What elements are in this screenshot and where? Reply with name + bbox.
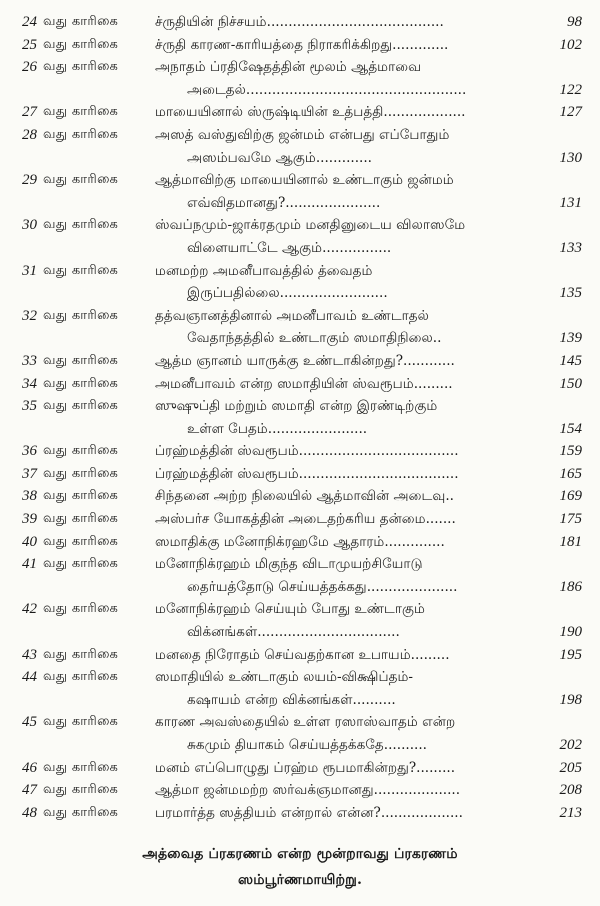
entry-title: ச்ருதி காரண-காரியத்தை நிராகரிக்கிறது............. bbox=[155, 36, 449, 53]
chapter-completion-line-2: ஸம்பூர்ணமாயிற்று. bbox=[238, 872, 362, 888]
entry-title: ஸ்வப்நமும்-ஜாக்ரதமும் மனதினுடைய விலாஸமே bbox=[155, 217, 466, 234]
entry-number: 43 bbox=[22, 646, 37, 663]
entry-number: 32 bbox=[22, 307, 37, 324]
entry-title-continued: விளையாட்டே ஆகும்................ bbox=[187, 239, 392, 256]
toc-entry bbox=[22, 373, 582, 396]
entry-title: ஸமாதியில் உண்டாகும் லயம்-விக்ஷிப்தம்- bbox=[155, 669, 414, 686]
entry-page-number: 175 bbox=[559, 511, 582, 528]
entry-title: மாயையினால் ஸ்ருஷ்டியின் உத்பத்தி................... bbox=[155, 104, 466, 121]
entry-title: மனோநிக்ரஹம் மிகுந்த விடாமுயற்சியோடு bbox=[155, 556, 423, 573]
entry-label: வது காரிகை bbox=[43, 782, 119, 798]
toc-entry bbox=[22, 485, 582, 508]
toc-entry bbox=[22, 463, 582, 486]
entry-label: வது காரிகை bbox=[43, 556, 119, 572]
entry-title-continued: அஸம்பவமே ஆகும்............. bbox=[187, 149, 372, 166]
entry-title: அஸ்பர்ச யோகத்தின் அடைதற்கரிய தன்மை....... bbox=[155, 511, 456, 528]
table-of-contents bbox=[22, 11, 582, 824]
entry-title: அமனீபாவம் என்ற ஸமாதியின் ஸ்வரூபம்......... bbox=[155, 375, 453, 392]
toc-entry bbox=[22, 508, 582, 531]
entry-number: 42 bbox=[22, 601, 37, 618]
entry-title: அநாதம் ப்ரதிஷேதத்தின் மூலம் ஆத்மாவை bbox=[155, 59, 422, 76]
toc-entry bbox=[22, 757, 582, 780]
entry-number: 35 bbox=[22, 398, 37, 415]
entry-title: ப்ரஹ்மத்தின் ஸ்வரூபம்..................................... bbox=[155, 465, 459, 482]
entry-title-continued: உள்ள பேதம்....................... bbox=[187, 420, 368, 437]
toc-entry bbox=[22, 598, 582, 643]
entry-number: 24 bbox=[22, 14, 37, 30]
toc-entry bbox=[22, 214, 582, 259]
entry-title-continued: கஷாயம் என்ற விக்னங்கள்.......... bbox=[187, 691, 396, 708]
entry-title: ஸமாதிக்கு மனோநிக்ரஹமே ஆதாரம்.............. bbox=[155, 533, 445, 550]
entry-title: ஆத்ம ஞானம் யாருக்கு உண்டாகின்றது?............ bbox=[155, 352, 455, 369]
entry-page-number: 169 bbox=[559, 488, 582, 505]
entry-title: அஸத் வஸ்துவிற்கு ஜன்மம் என்பது எப்போதும் bbox=[155, 126, 450, 143]
toc-entry bbox=[22, 779, 582, 802]
toc-entry bbox=[22, 644, 582, 667]
entry-page-number: 202 bbox=[559, 737, 582, 753]
entry-page-number: 208 bbox=[559, 782, 582, 799]
entry-page-number: 135 bbox=[559, 285, 582, 302]
entry-title-continued: சுகமும் தியாகம் செய்யத்தக்கதே.......... bbox=[187, 737, 428, 753]
entry-page-number: 154 bbox=[559, 420, 582, 437]
entry-title-continued: தைர்யத்தோடு செய்யத்தக்கது..................... bbox=[187, 578, 458, 595]
entry-number: 34 bbox=[22, 375, 37, 392]
entry-page-number: 198 bbox=[559, 691, 582, 708]
entry-title: ப்ரஹ்மத்தின் ஸ்வரூபம்..................................... bbox=[155, 443, 459, 460]
toc-entry bbox=[22, 350, 582, 373]
toc-entry bbox=[22, 101, 582, 124]
toc-entry bbox=[22, 305, 582, 350]
entry-title: ச்ருதியின் நிச்சயம்......................................... bbox=[155, 14, 444, 30]
entry-number: 37 bbox=[22, 465, 37, 482]
entry-number: 27 bbox=[22, 104, 37, 121]
entry-label: வது காரிகை bbox=[43, 217, 119, 233]
entry-page-number: 213 bbox=[559, 804, 582, 821]
entry-label: வது காரிகை bbox=[43, 759, 119, 775]
entry-page-number: 190 bbox=[559, 624, 582, 641]
toc-entry bbox=[22, 34, 582, 57]
entry-label: வது காரிகை bbox=[43, 262, 119, 278]
entry-title-continued: விக்னங்கள்................................. bbox=[187, 624, 400, 641]
entry-page-number: 145 bbox=[559, 352, 582, 369]
entry-label: வது காரிகை bbox=[43, 172, 119, 188]
toc-entry bbox=[22, 711, 582, 756]
entry-number: 31 bbox=[22, 262, 37, 279]
toc-entry bbox=[22, 553, 582, 598]
entry-page-number: 159 bbox=[559, 443, 582, 460]
entry-title: ஆத்மாவிற்கு மாயையினால் உண்டாகும் ஜன்மம் bbox=[155, 172, 454, 189]
entry-label: வது காரிகை bbox=[43, 465, 119, 481]
entry-label: வது காரிகை bbox=[43, 533, 119, 549]
entry-label: வது காரிகை bbox=[43, 59, 119, 75]
toc-entry bbox=[22, 802, 582, 825]
entry-number: 40 bbox=[22, 533, 37, 550]
entry-title: மனம் எப்பொழுது ப்ரஹ்ம ரூபமாகின்றது?......... bbox=[155, 759, 456, 776]
entry-number: 26 bbox=[22, 59, 37, 76]
entry-title: தத்வஞானத்தினால் அமனீபாவம் உண்டாதல் bbox=[155, 307, 429, 324]
entry-number: 46 bbox=[22, 759, 37, 776]
entry-number: 41 bbox=[22, 556, 37, 573]
toc-entry bbox=[22, 11, 582, 34]
entry-number: 25 bbox=[22, 36, 37, 53]
entry-title: மனதை நிரோதம் செய்வதற்கான உபாயம்......... bbox=[155, 646, 450, 663]
toc-entry bbox=[22, 666, 582, 711]
entry-number: 28 bbox=[22, 126, 37, 143]
entry-number: 45 bbox=[22, 714, 37, 731]
entry-label: வது காரிகை bbox=[43, 601, 119, 617]
entry-title: காரண அவஸ்தையில் உள்ள ரஸாஸ்வாதம் என்ற bbox=[155, 714, 456, 731]
toc-entry bbox=[22, 440, 582, 463]
entry-title-continued: இருப்பதில்லை......................... bbox=[187, 285, 388, 302]
entry-label: வது காரிகை bbox=[43, 126, 119, 142]
entry-label: வது காரிகை bbox=[43, 804, 119, 820]
toc-entry bbox=[22, 169, 582, 214]
entry-page-number: 127 bbox=[559, 104, 582, 121]
entry-label: வது காரிகை bbox=[43, 646, 119, 662]
entry-number: 39 bbox=[22, 511, 37, 528]
entry-page-number: 195 bbox=[559, 646, 582, 663]
toc-entry bbox=[22, 260, 582, 305]
entry-page-number: 130 bbox=[559, 149, 582, 166]
entry-title-continued: அடைதல்................................................... bbox=[187, 81, 467, 98]
entry-page-number: 102 bbox=[559, 36, 582, 53]
entry-page-number: 98 bbox=[567, 14, 582, 30]
entry-label: வது காரிகை bbox=[43, 488, 119, 504]
entry-number: 30 bbox=[22, 217, 37, 234]
entry-title: மனோநிக்ரஹம் செய்யும் போது உண்டாகும் bbox=[155, 601, 425, 618]
entry-page-number: 131 bbox=[559, 194, 582, 211]
entry-title: ஆத்மா ஜன்மமற்ற ஸர்வக்ஞமானது.................... bbox=[155, 782, 461, 799]
entry-number: 36 bbox=[22, 443, 37, 460]
entry-title: சிந்தனை அற்ற நிலையில் ஆத்மாவின் அடைவு.. bbox=[155, 488, 454, 505]
entry-page-number: 205 bbox=[559, 759, 582, 776]
toc-entry bbox=[22, 531, 582, 554]
toc-entry bbox=[22, 124, 582, 169]
entry-label: வது காரிகை bbox=[43, 104, 119, 120]
entry-number: 48 bbox=[22, 804, 37, 821]
entry-title-continued: வேதாந்தத்தில் உண்டாகும் ஸமாதிநிலை.. bbox=[187, 330, 442, 347]
entry-title-continued: எவ்விதமானது?...................... bbox=[187, 194, 381, 211]
entry-number: 44 bbox=[22, 669, 37, 686]
entry-title: மனமற்ற அமனீபாவத்தில் த்வைதம் bbox=[155, 262, 373, 279]
entry-title: ஸுஷுப்தி மற்றும் ஸமாதி என்ற இரண்டிற்கும் bbox=[155, 398, 438, 415]
entry-label: வது காரிகை bbox=[43, 14, 119, 29]
toc-entry bbox=[22, 395, 582, 440]
entry-number: 33 bbox=[22, 352, 37, 369]
chapter-completion-line-1: அத்வைத ப்ரகரணம் என்ற மூன்றாவது ப்ரகரணம் bbox=[142, 846, 458, 862]
entry-title: பரமார்த்த ஸத்தியம் என்றால் என்ன?................... bbox=[155, 804, 463, 821]
entry-label: வது காரிகை bbox=[43, 375, 119, 391]
entry-label: வது காரிகை bbox=[43, 714, 119, 730]
entry-label: வது காரிகை bbox=[43, 398, 119, 414]
entry-page-number: 186 bbox=[559, 578, 582, 595]
entry-label: வது காரிகை bbox=[43, 669, 119, 685]
entry-page-number: 150 bbox=[559, 375, 582, 392]
entry-label: வது காரிகை bbox=[43, 443, 119, 459]
entry-page-number: 165 bbox=[559, 465, 582, 482]
entry-label: வது காரிகை bbox=[43, 352, 119, 368]
entry-number: 38 bbox=[22, 488, 37, 505]
entry-page-number: 133 bbox=[559, 239, 582, 256]
entry-label: வது காரிகை bbox=[43, 307, 119, 323]
entry-number: 29 bbox=[22, 172, 37, 189]
toc-entry bbox=[22, 56, 582, 101]
entry-label: வது காரிகை bbox=[43, 511, 119, 527]
entry-page-number: 139 bbox=[559, 330, 582, 347]
entry-label: வது காரிகை bbox=[43, 36, 119, 52]
entry-number: 47 bbox=[22, 782, 37, 799]
entry-page-number: 122 bbox=[559, 81, 582, 98]
entry-page-number: 181 bbox=[559, 533, 582, 550]
